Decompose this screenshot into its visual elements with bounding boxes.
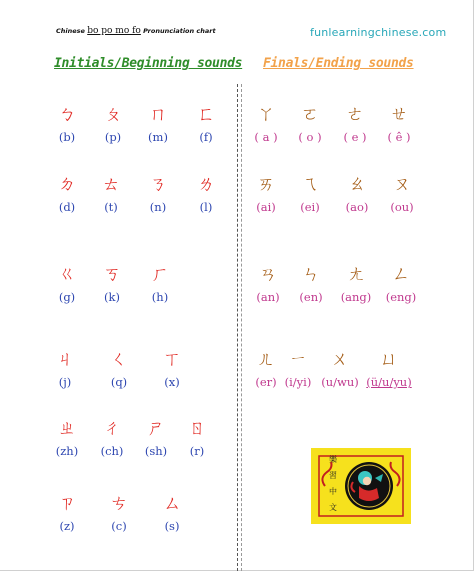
final-romanization: (i/yi): [284, 375, 312, 389]
initial-symbol: ㄊ: [102, 174, 120, 195]
initial-romanization: (f): [199, 130, 213, 144]
initial-cell-m: [132, 102, 184, 146]
initial-cell-k: [86, 262, 138, 306]
initial-symbol: ㄅ: [58, 104, 76, 125]
final-romanization: (ai): [256, 200, 276, 214]
final-romanization: (ou): [390, 200, 414, 214]
fun-learning-chinese-logo: [311, 448, 411, 524]
final-symbol: ㄩ: [380, 349, 398, 370]
final-symbol: ㄜ: [346, 104, 364, 125]
initial-romanization: (q): [110, 375, 128, 389]
final-cell-eng: [375, 262, 427, 306]
initial-romanization: (x): [164, 375, 180, 389]
initial-symbol: ㄔ: [103, 418, 121, 439]
initial-cell-q: [93, 347, 145, 391]
initial-romanization: (h): [151, 290, 169, 304]
initial-symbol: ㄒ: [163, 349, 181, 370]
final-symbol: ㄠ: [348, 174, 366, 195]
initial-romanization: (m): [148, 130, 168, 144]
initial-romanization: (zh): [55, 444, 79, 458]
initial-symbol: ㄎ: [103, 264, 121, 285]
initial-symbol: ㄈ: [197, 104, 215, 125]
initial-symbol: ㄆ: [104, 104, 122, 125]
initial-symbol: ㄘ: [110, 493, 128, 514]
initial-cell-h: [134, 262, 186, 306]
initial-symbol: ㄙ: [163, 493, 181, 514]
document-title: [56, 26, 216, 36]
initial-cell-s: [146, 491, 198, 535]
final-romanization: (an): [256, 290, 280, 304]
final-symbol: ㄣ: [302, 264, 320, 285]
initial-cell-n: [132, 172, 184, 216]
final-romanization: (er): [255, 375, 277, 389]
final-cell-u-umlaut-yu: [363, 347, 415, 391]
final-cell-ei: [284, 172, 336, 216]
final-cell-ou: [376, 172, 428, 216]
initial-cell-x: [146, 347, 198, 391]
initial-symbol: ㄉ: [58, 174, 76, 195]
initial-romanization: (k): [104, 290, 120, 304]
initial-romanization: (n): [149, 200, 167, 214]
initial-cell-b: [41, 102, 93, 146]
title-bopomofo: bo po mo fo: [87, 26, 141, 36]
final-symbol: ㄚ: [257, 104, 275, 125]
initial-romanization: (ch): [100, 444, 124, 458]
logo-char-3: 中: [329, 487, 337, 496]
final-romanization: (eng): [385, 290, 417, 304]
final-romanization: ( ê ): [387, 130, 411, 144]
initial-symbol: ㄌ: [197, 174, 215, 195]
final-symbol: ㄧ: [289, 349, 307, 370]
initial-romanization: (g): [58, 290, 76, 304]
final-symbol: ㄥ: [392, 264, 410, 285]
initial-symbol: ㄖ: [188, 418, 206, 439]
initial-romanization: (d): [58, 200, 76, 214]
final-symbol: ㄨ: [331, 349, 349, 370]
final-romanization: ( a ): [254, 130, 278, 144]
site-link[interactable]: funlearningchinese.com: [310, 26, 447, 39]
initial-romanization: (r): [189, 444, 205, 458]
final-symbol: ㄡ: [393, 174, 411, 195]
initial-cell-z: [41, 491, 93, 535]
initial-symbol: ㄋ: [149, 174, 167, 195]
final-cell-e-circumflex: [373, 102, 425, 146]
initial-symbol: ㄕ: [147, 418, 165, 439]
finals-heading: Finals/Ending sounds: [263, 56, 414, 71]
column-divider: [237, 84, 238, 571]
column-divider-inner: [241, 84, 242, 571]
initial-cell-t: [85, 172, 137, 216]
final-romanization: (ao): [345, 200, 369, 214]
initial-symbol: ㄑ: [110, 349, 128, 370]
final-symbol: ㄝ: [390, 104, 408, 125]
final-symbol: ㄞ: [257, 174, 275, 195]
initial-symbol: ㄏ: [151, 264, 169, 285]
initial-romanization: (c): [111, 519, 127, 533]
logo-char-1: 樂: [329, 455, 337, 464]
initial-cell-l: [180, 172, 232, 216]
final-cell-u-wu: [314, 347, 366, 391]
final-romanization: (en): [299, 290, 323, 304]
initial-romanization: (sh): [144, 444, 168, 458]
initial-cell-r: [171, 416, 223, 460]
final-symbol: ㄛ: [301, 104, 319, 125]
title-suffix: Pronunciation chart: [140, 27, 216, 35]
logo-graphic: [311, 448, 411, 524]
final-romanization: (ü/u/yu): [366, 375, 412, 389]
final-romanization: (ei): [300, 200, 320, 214]
initial-romanization: (l): [199, 200, 213, 214]
initial-symbol: ㄇ: [149, 104, 167, 125]
initial-symbol: ㄓ: [58, 418, 76, 439]
initial-romanization: (z): [59, 519, 75, 533]
initials-heading: Initials/Beginning sounds: [54, 56, 243, 71]
initial-symbol: ㄍ: [58, 264, 76, 285]
logo-char-4: 文: [329, 503, 337, 512]
final-symbol: ㄟ: [301, 174, 319, 195]
final-symbol: ㄤ: [347, 264, 365, 285]
initial-romanization: (t): [104, 200, 118, 214]
title-prefix: Chinese: [56, 27, 88, 35]
initial-romanization: (s): [164, 519, 180, 533]
initial-cell-f: [180, 102, 232, 146]
initial-romanization: (b): [58, 130, 76, 144]
final-symbol: ㄦ: [257, 349, 275, 370]
initial-cell-j: [39, 347, 91, 391]
initial-symbol: ㄐ: [56, 349, 74, 370]
final-romanization: ( e ): [343, 130, 367, 144]
final-romanization: (u/wu): [321, 375, 359, 389]
final-romanization: (ang): [340, 290, 372, 304]
initial-romanization: (p): [104, 130, 122, 144]
logo-char-2: 習: [329, 471, 337, 480]
initial-romanization: (j): [58, 375, 72, 389]
final-symbol: ㄢ: [259, 264, 277, 285]
initial-cell-c: [93, 491, 145, 535]
initial-symbol: ㄗ: [58, 493, 76, 514]
final-romanization: ( o ): [298, 130, 322, 144]
